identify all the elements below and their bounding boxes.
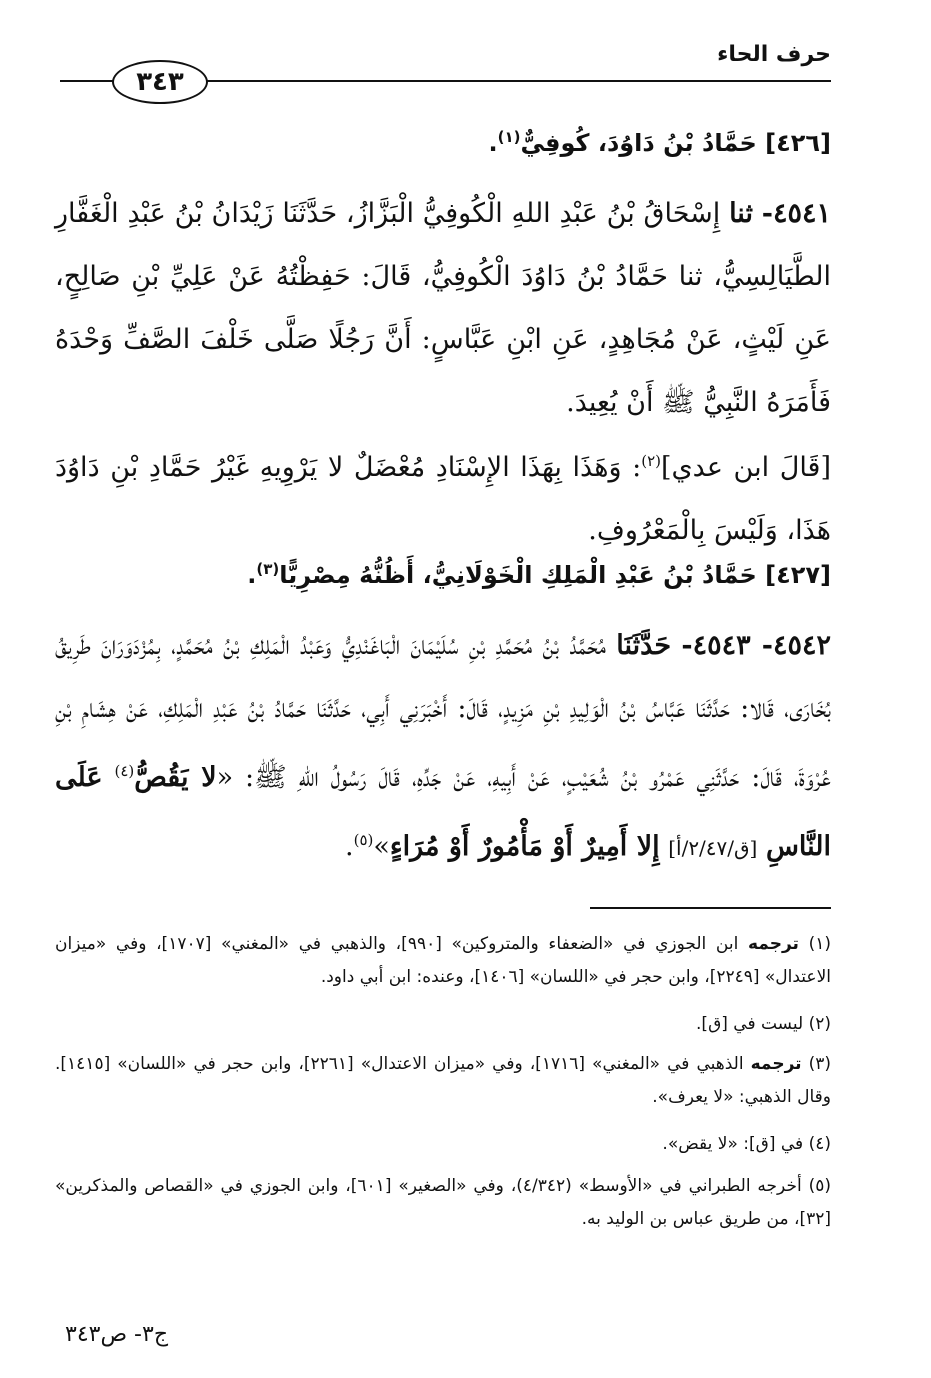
comment-text: : وَهَذَا بِهَذَا الإِسْنَادِ مُعْضَلٌ لا يَرْوِيهِ غَيْرُ حَمَّادِ بْنِ دَاوُدَ هَذَا، وَلَيْسَ بِالْمَعْرُوفِ. [55,452,831,546]
footnote-4: (٤) في [ق]: «لا يقض». [662,1134,831,1154]
footnote-ref: (٣) [256,560,280,578]
footnote-ref: (١) [497,128,521,146]
footnote-ref: (٥) [353,831,374,849]
quote-part: لا يَقُصُّ [134,762,217,793]
entry-heading-426: [٤٢٦] حَمَّادُ بْنُ دَاوُدَ، كُوفِيٌّ$^{(١)}$. [488,128,831,157]
transmission-word: ثنا [729,198,753,229]
hadith-4541 [55,182,831,434]
footnote-5: (٥) أخرجه الطبراني في «الأوسط» (٤/٣٤٢)، وفي «الصغير» [٦٠١]، وابن الجوزي في «القصاص والمذكرين» [٣٢]، من طريق عباس بن الوليد به. [55,1176,831,1229]
volume-page-reference: ج٣- ص٣٤٣ [65,1322,169,1347]
footnote-rule [590,907,831,909]
hadith-number: ٤٥٤١- [761,198,831,229]
footnote-ref: (٢) [641,452,661,470]
ibn-adi-comment [55,430,831,562]
footnote-2: (٢) ليست في [ق]. [696,1014,831,1034]
hadith-4542: ٤٥٤٢- ٤٥٤٣- حَدَّثَنَا مُحَمَّدُ بْنُ مُحَمَّدِ بْنِ سُلَيْمَانَ الْبَاغَنْدِيُّ وَعَبْدُ الْمَلِكِ بْنُ مُحَمَّدٍ، بِمُزْدَوَرَانَ طَرِيقُ بُخَارَى، قَالا: حَدَّثَنَا عَبَّاسُ بْنُ الْوَلِيدِ بْنِ مَزِيدٍ، قَالَ: أَخْبَرَنِي أَبِي، حَدَّثَنَا حَمَّادُ بْنُ عَبْدِ الْمَلِكِ، عَنْ هِشَامِ بْنِ عُرْوَةَ، قَالَ: حَدَّثَنِي عَمْرُو بْنُ شُعَيْبٍ، عَنْ أَبِيهِ، عَنْ جَدِّهِ، قَالَ رَسُولُ اللهِ ﷺ: «لا يَقُصُّ$^{(٤)}$ عَلَى النَّاسِ [ق/٢/٤٧/أ] إِلا أَمِيرٌ أَوْ مَأْمُورٌ أَوْ مُرَاءٍ»$^{(٥)}$. [55,630,831,862]
footnote-3: (٣) ترجمه الذهبي في «المغني» [١٧١٦]، وفي «ميزان الاعتدال» [٢٢٦١]، وابن حجر في «اللسان» [١٤١٥]. وقال الذهبي: «لا يعرف». [55,1054,832,1107]
hadith-text: مُحَمَّدُ بْنُ مُحَمَّدِ بْنِ سُلَيْمَانَ الْبَاغَنْدِيُّ وَعَبْدُ الْمَلِكِ بْنُ مُحَمَّدٍ، بِمُزْدَوَرَانَ طَرِيقُ بُخَارَى، قَالا: حَدَّثَنَا عَبَّاسُ بْنُ الْوَلِيدِ بْنِ مَزِيدٍ، قَالَ: أَخْبَرَنِي أَبِي، حَدَّثَنَا حَمَّادُ بْنُ عَبْدِ الْمَلِكِ، عَنْ هِشَامِ بْنِ عُرْوَةَ، قَالَ: حَدَّثَنِي عَمْرُو بْنُ شُعَيْبٍ، عَنْ أَبِيهِ، عَنْ جَدِّهِ، قَالَ رَسُولُ اللهِ ﷺ: « [55,630,831,793]
footnote-1: (١) ترجمه ابن الجوزي في «الضعفاء والمتروكين» [٩٩٠]، والذهبي في «المغني» [١٧٠٧]، وفي «ميزان الاعتدال» [٢٢٤٩]، وابن حجر في «اللسان» [١٤٠٦]، وعنده: ابن أبي داود. [55,934,832,987]
quote-part: إِلا أَمِيرٌ أَوْ مَأْمُورٌ أَوْ مُرَاءٍ [389,831,660,862]
footnote-ref: (٤) [114,762,135,780]
entry-heading-text: [٤٢٧] حَمَّادُ بْنُ عَبْدِ الْمَلِكِ الْخَوْلَانِيُّ، أَظُنُّهُ مِصْرِيًّا [279,561,831,589]
hadith-text: إِسْحَاقُ بْنُ عَبْدِ اللهِ الْكُوفِيُّ الْبَزَّازُ، حَدَّثَنَا زَيْدَانُ بْنُ عَبْدِ الْغَفَّارِ الطَّيَالِسِيُّ، ثنا حَمَّادُ بْنُ دَاوُدَ الْكُوفِيُّ، قَالَ: حَفِظْتُهُ عَنْ عَلِيِّ بْنِ صَالِحٍ، عَنِ لَيْثٍ، عَنْ مُجَاهِدٍ، عَنِ ابْنِ عَبَّاسٍ: أَنَّ رَجُلًا صَلَّى خَلْفَ الصَّفِّ وَحْدَهُ فَأَمَرَهُ النَّبِيُّ ﷺ أَنْ يُعِيدَ. [55,198,831,418]
quote-part: عَلَى النَّاسِ [55,762,831,862]
entry-heading-427: [٤٢٧] حَمَّادُ بْنُ عَبْدِ الْمَلِكِ الْخَوْلَانِيُّ، أَظُنُّهُ مِصْرِيًّا$^{(٣)}$. [247,560,831,589]
transmission-word: حَدَّثَنَا [616,630,672,661]
hadith-number: ٤٥٤٢- ٤٥٤٣- [681,630,831,661]
manuscript-ref: [ق/٢/٤٧/أ] [668,836,758,860]
entry-heading-text: [٤٢٦] حَمَّادُ بْنُ دَاوُدَ، كُوفِيٌّ [520,129,831,157]
comment-label: [قَالَ ابن عدي] [660,452,831,483]
page-number-badge: ٣٤٣ [112,60,208,104]
chapter-title: حرف الحاء [717,42,831,67]
